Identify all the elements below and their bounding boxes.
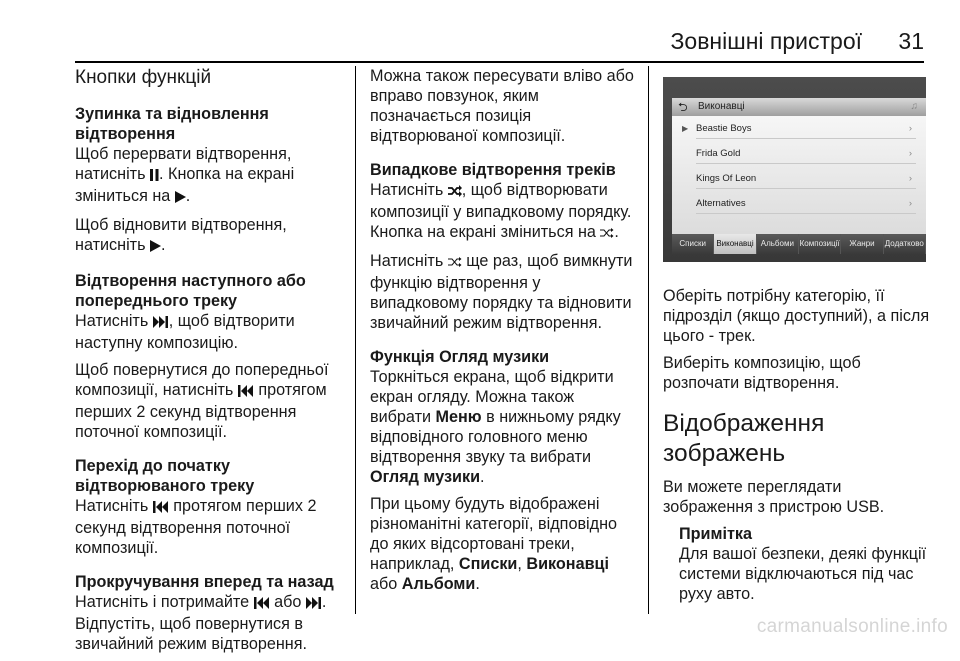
tab-songs[interactable]: Композиції bbox=[799, 234, 841, 254]
panel-title-bar bbox=[672, 98, 926, 116]
column-right bbox=[663, 66, 933, 611]
list-item[interactable] bbox=[696, 170, 916, 189]
column-middle bbox=[370, 66, 636, 601]
chevron-right-icon: › bbox=[908, 123, 912, 134]
header-rule bbox=[75, 61, 924, 63]
shuffle-off-icon bbox=[600, 224, 614, 244]
column-left bbox=[75, 66, 347, 661]
infotainment-screenshot bbox=[663, 77, 926, 262]
paragraph: Натисніть , щоб відтворити наступну композицію. bbox=[75, 312, 295, 352]
heading-scan: Прокручування вперед та назад bbox=[75, 573, 334, 591]
note-text: Для вашої безпеки, деякі функції системи відключаються під час руху авто. bbox=[679, 545, 927, 603]
artists-list-panel bbox=[672, 98, 926, 248]
watermark: carmanualsonline.info bbox=[756, 616, 948, 637]
tab-lists[interactable]: Списки bbox=[672, 234, 714, 254]
next-track-icon bbox=[306, 594, 322, 614]
previous-track-icon bbox=[254, 594, 270, 614]
paragraph: Ви можете переглядати зображення з пристрою USB. bbox=[663, 478, 885, 516]
tab-more[interactable]: Додатково bbox=[884, 234, 926, 254]
play-icon bbox=[150, 237, 161, 257]
column-divider bbox=[355, 66, 356, 614]
column-divider bbox=[648, 66, 649, 614]
heading-pause-resume: Зупинка та відновлення відтворення bbox=[75, 105, 269, 143]
paragraph: Натисніть і потримайте або . Відпустіть, щоб повернутися в звичайний режим відтворення. bbox=[75, 593, 327, 653]
paragraph: Можна також пересувати вліво або вправо повзунок, яким позначається позиція відтворюваної композиції. bbox=[370, 67, 634, 145]
paragraph: Натисніть протягом перших 2 секунд відтворення поточної композиції. bbox=[75, 497, 317, 557]
heading-next-previous: Відтворення наступного або попереднього треку bbox=[75, 272, 306, 310]
paragraph: Оберіть потрібну категорію, її підрозділ (якщо доступний), а після цього - трек. bbox=[663, 287, 930, 345]
note-heading: Примітка bbox=[679, 525, 752, 543]
panel-title: Виконавці bbox=[698, 101, 745, 112]
paragraph: Щоб перервати відтворення, натисніть . Кнопка на екрані зміниться на . bbox=[75, 144, 347, 208]
list-item-label: Alternatives bbox=[696, 198, 746, 209]
list-item[interactable] bbox=[696, 195, 916, 214]
heading-music-browse: Функція Огляд музики bbox=[370, 348, 550, 366]
paragraph: Щоб повернутися до попередньої композиції, натисніть протягом перших 2 секунд відтворення поточної композиції. bbox=[75, 361, 329, 441]
list-item-label: Frida Gold bbox=[696, 148, 741, 159]
chevron-right-icon: › bbox=[908, 173, 912, 184]
previous-track-icon bbox=[238, 382, 254, 402]
tab-artists[interactable]: Виконавці bbox=[714, 234, 756, 254]
heading-restart-track: Перехід до початку відтворюваного треку bbox=[75, 457, 255, 495]
chevron-right-icon: › bbox=[908, 148, 912, 159]
paragraph: Натисніть , щоб відтворювати композиції у випадковому порядку. Кнопка на екрані зміниться на . bbox=[370, 180, 636, 244]
paragraph: Натисніть ще раз, щоб вимкнути функцію відтворення у випадковому порядку та відновити звичайний режим відтворення. bbox=[370, 252, 633, 332]
section-title-picture-display: Відображення зображень bbox=[663, 410, 825, 467]
section-title-function-buttons: Кнопки функцій bbox=[75, 67, 212, 88]
heading-shuffle: Випадкове відтворення треків bbox=[370, 161, 616, 179]
page-number: 31 bbox=[898, 28, 924, 54]
tab-genres[interactable]: Жанри bbox=[841, 234, 883, 254]
chevron-right-icon: › bbox=[908, 198, 912, 209]
category-tab-bar bbox=[672, 234, 926, 254]
pause-icon bbox=[150, 166, 159, 186]
paragraph: Щоб відновити відтворення, натисніть . bbox=[75, 215, 347, 257]
note-box bbox=[679, 524, 933, 604]
previous-track-icon bbox=[153, 498, 169, 518]
music-note-icon: ♫ bbox=[910, 101, 918, 112]
play-indicator-icon: ▶ bbox=[682, 124, 689, 133]
play-icon bbox=[175, 188, 186, 208]
tab-albums[interactable]: Альбоми bbox=[757, 234, 799, 254]
list-item[interactable] bbox=[682, 120, 916, 139]
shuffle-icon bbox=[448, 182, 462, 202]
paragraph: Торкніться екрана, щоб відкрити екран огляду. Можна також вибрати Меню в нижньому рядку відповідного головного меню відтворення звуку та вибрати Огляд музики. bbox=[370, 368, 621, 486]
next-track-icon bbox=[153, 313, 169, 333]
page-header-title: Зовнішні пристрої bbox=[670, 28, 862, 54]
list-item-label: Kings Of Leon bbox=[696, 173, 757, 184]
paragraph: Виберіть композицію, щоб розпочати відтворення. bbox=[663, 354, 861, 392]
back-arrow-icon[interactable]: ⮌ bbox=[678, 100, 688, 114]
shuffle-off-icon bbox=[448, 253, 462, 273]
list-item-label: Beastie Boys bbox=[696, 123, 752, 134]
paragraph: При цьому будуть відображені різноманітні категорії, відповідно до яких відсортовані треки, наприклад, Списки, Виконавці або Альбоми. bbox=[370, 495, 618, 593]
list-item[interactable] bbox=[696, 145, 916, 164]
